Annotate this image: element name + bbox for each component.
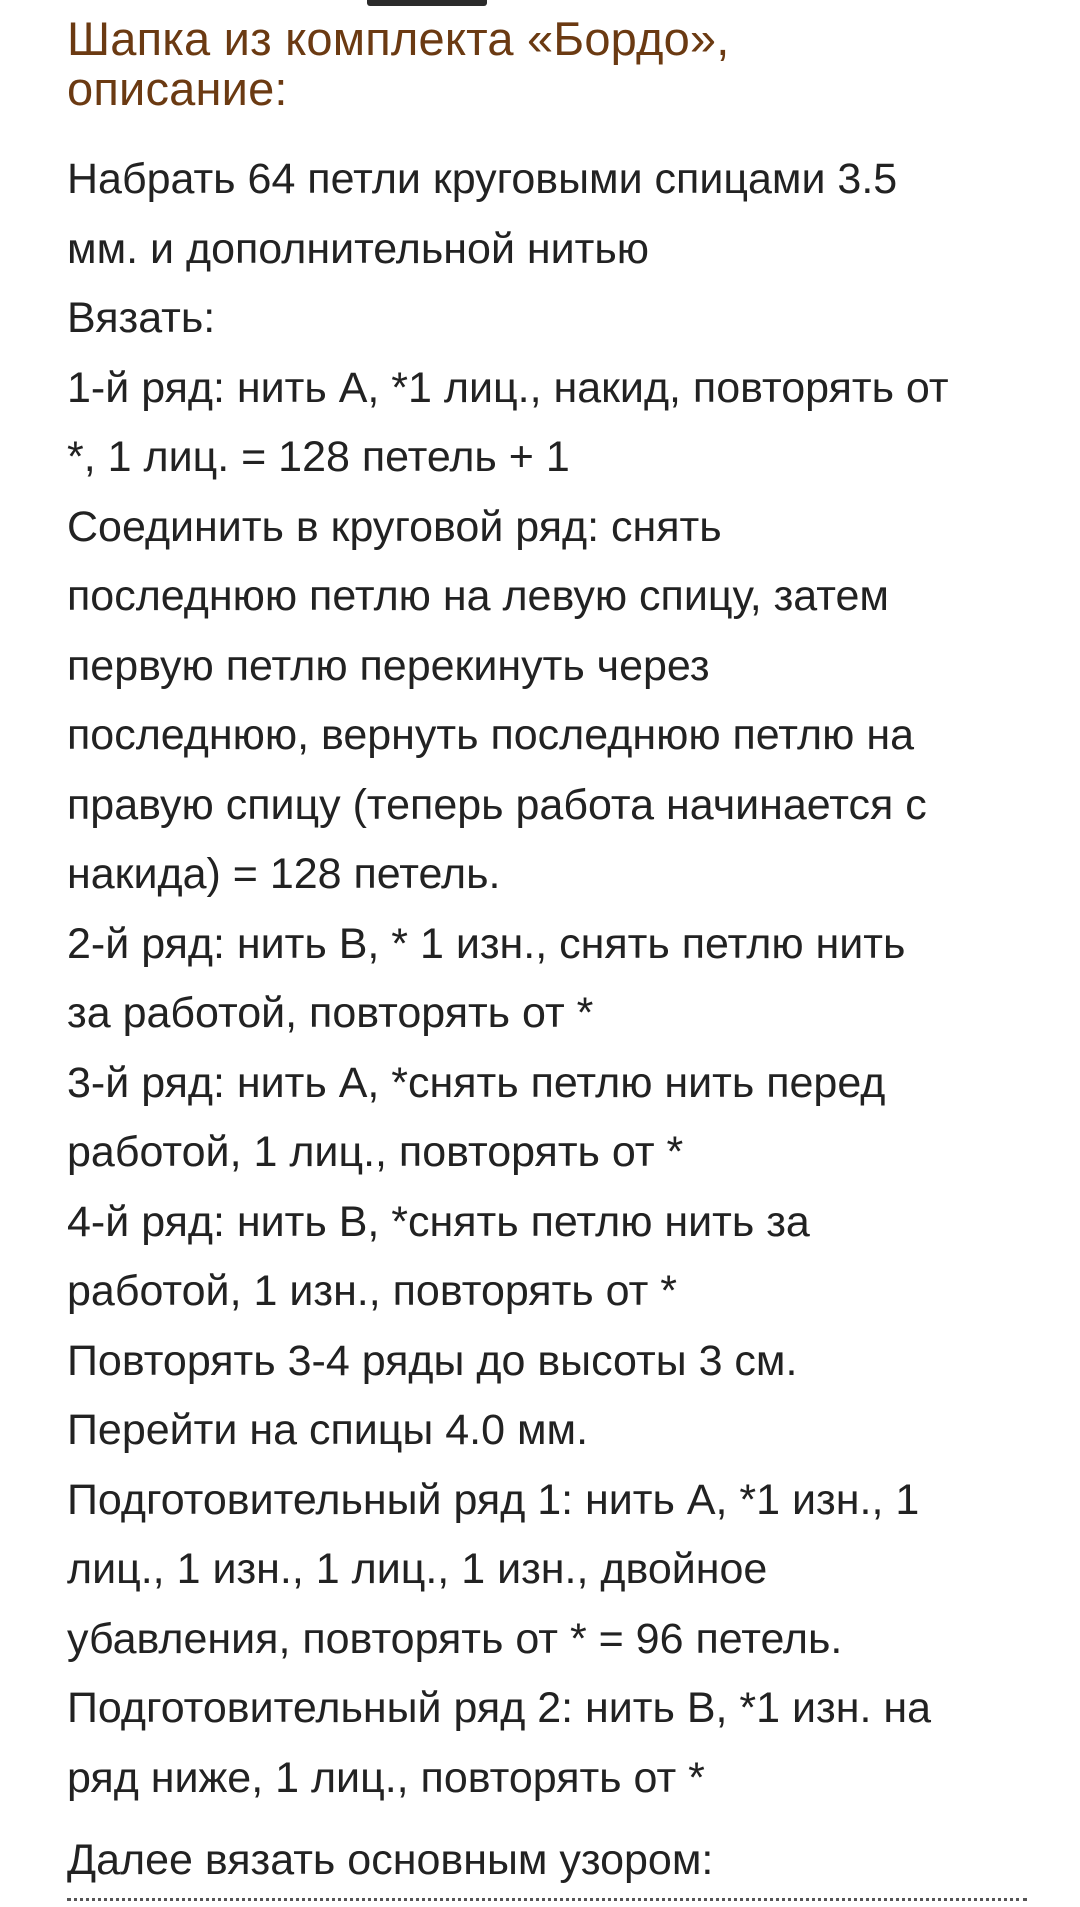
instruction-line: Вязать: xyxy=(67,294,216,342)
section-subheading: Далее вязать основным узором: xyxy=(67,1836,714,1884)
instruction-line: первую петлю перекинуть через xyxy=(67,641,710,690)
instruction-line: 1-й ряд: нить А, *1 лиц., накид, повторять от xyxy=(67,363,949,412)
instruction-line: лиц., 1 изн., 1 лиц., 1 изн., двойное xyxy=(67,1545,768,1593)
instruction-line: работой, 1 лиц., повторять от * xyxy=(67,1128,684,1176)
instruction-line: Перейти на спицы 4.0 мм. xyxy=(67,1406,589,1454)
instruction-line: 2-й ряд: нить В, * 1 изн., снять петлю нить xyxy=(67,919,906,968)
instruction-line: последнюю, вернуть последнюю петлю на xyxy=(67,711,914,759)
instruction-line: 4-й ряд: нить В, *снять петлю нить за xyxy=(67,1197,810,1246)
article xyxy=(67,0,1027,1884)
instruction-line: 3-й ряд: нить А, *снять петлю нить перед xyxy=(67,1058,886,1107)
dotted-divider xyxy=(67,1898,1027,1901)
article-title xyxy=(67,0,1027,114)
instruction-line: мм. и дополнительной нитью xyxy=(67,224,650,273)
instruction-line: накида) = 128 петель. xyxy=(67,850,501,898)
instruction-line: за работой, повторять от * xyxy=(67,989,594,1037)
instruction-line: Соединить в круговой ряд: снять xyxy=(67,502,722,551)
instruction-line: правую спицу (теперь работа начинается с xyxy=(67,780,927,829)
instruction-line: работой, 1 изн., повторять от * xyxy=(67,1267,677,1315)
instruction-line: Подготовительный ряд 2: нить В, *1 изн. на xyxy=(67,1684,932,1732)
knitting-instructions xyxy=(67,145,1027,1813)
instruction-line: ряд ниже, 1 лиц., повторять от * xyxy=(67,1753,705,1802)
article-title-line: описание: xyxy=(67,62,288,115)
instruction-line: убавления, повторять от * = 96 петель. xyxy=(67,1614,843,1663)
instruction-line: последнюю петлю на левую спицу, затем xyxy=(67,572,889,620)
article-title-line: Шапка из комплекта «Бордо», xyxy=(67,12,730,65)
instruction-line: Повторять 3-4 ряды до высоты 3 см. xyxy=(67,1336,798,1385)
cropped-element-top xyxy=(367,0,487,6)
instruction-line: Подготовительный ряд 1: нить А, *1 изн., 1 xyxy=(67,1475,920,1524)
instruction-line: Набрать 64 петли круговыми спицами 3.5 xyxy=(67,155,898,203)
instruction-line: *, 1 лиц. = 128 петель + 1 xyxy=(67,433,570,481)
